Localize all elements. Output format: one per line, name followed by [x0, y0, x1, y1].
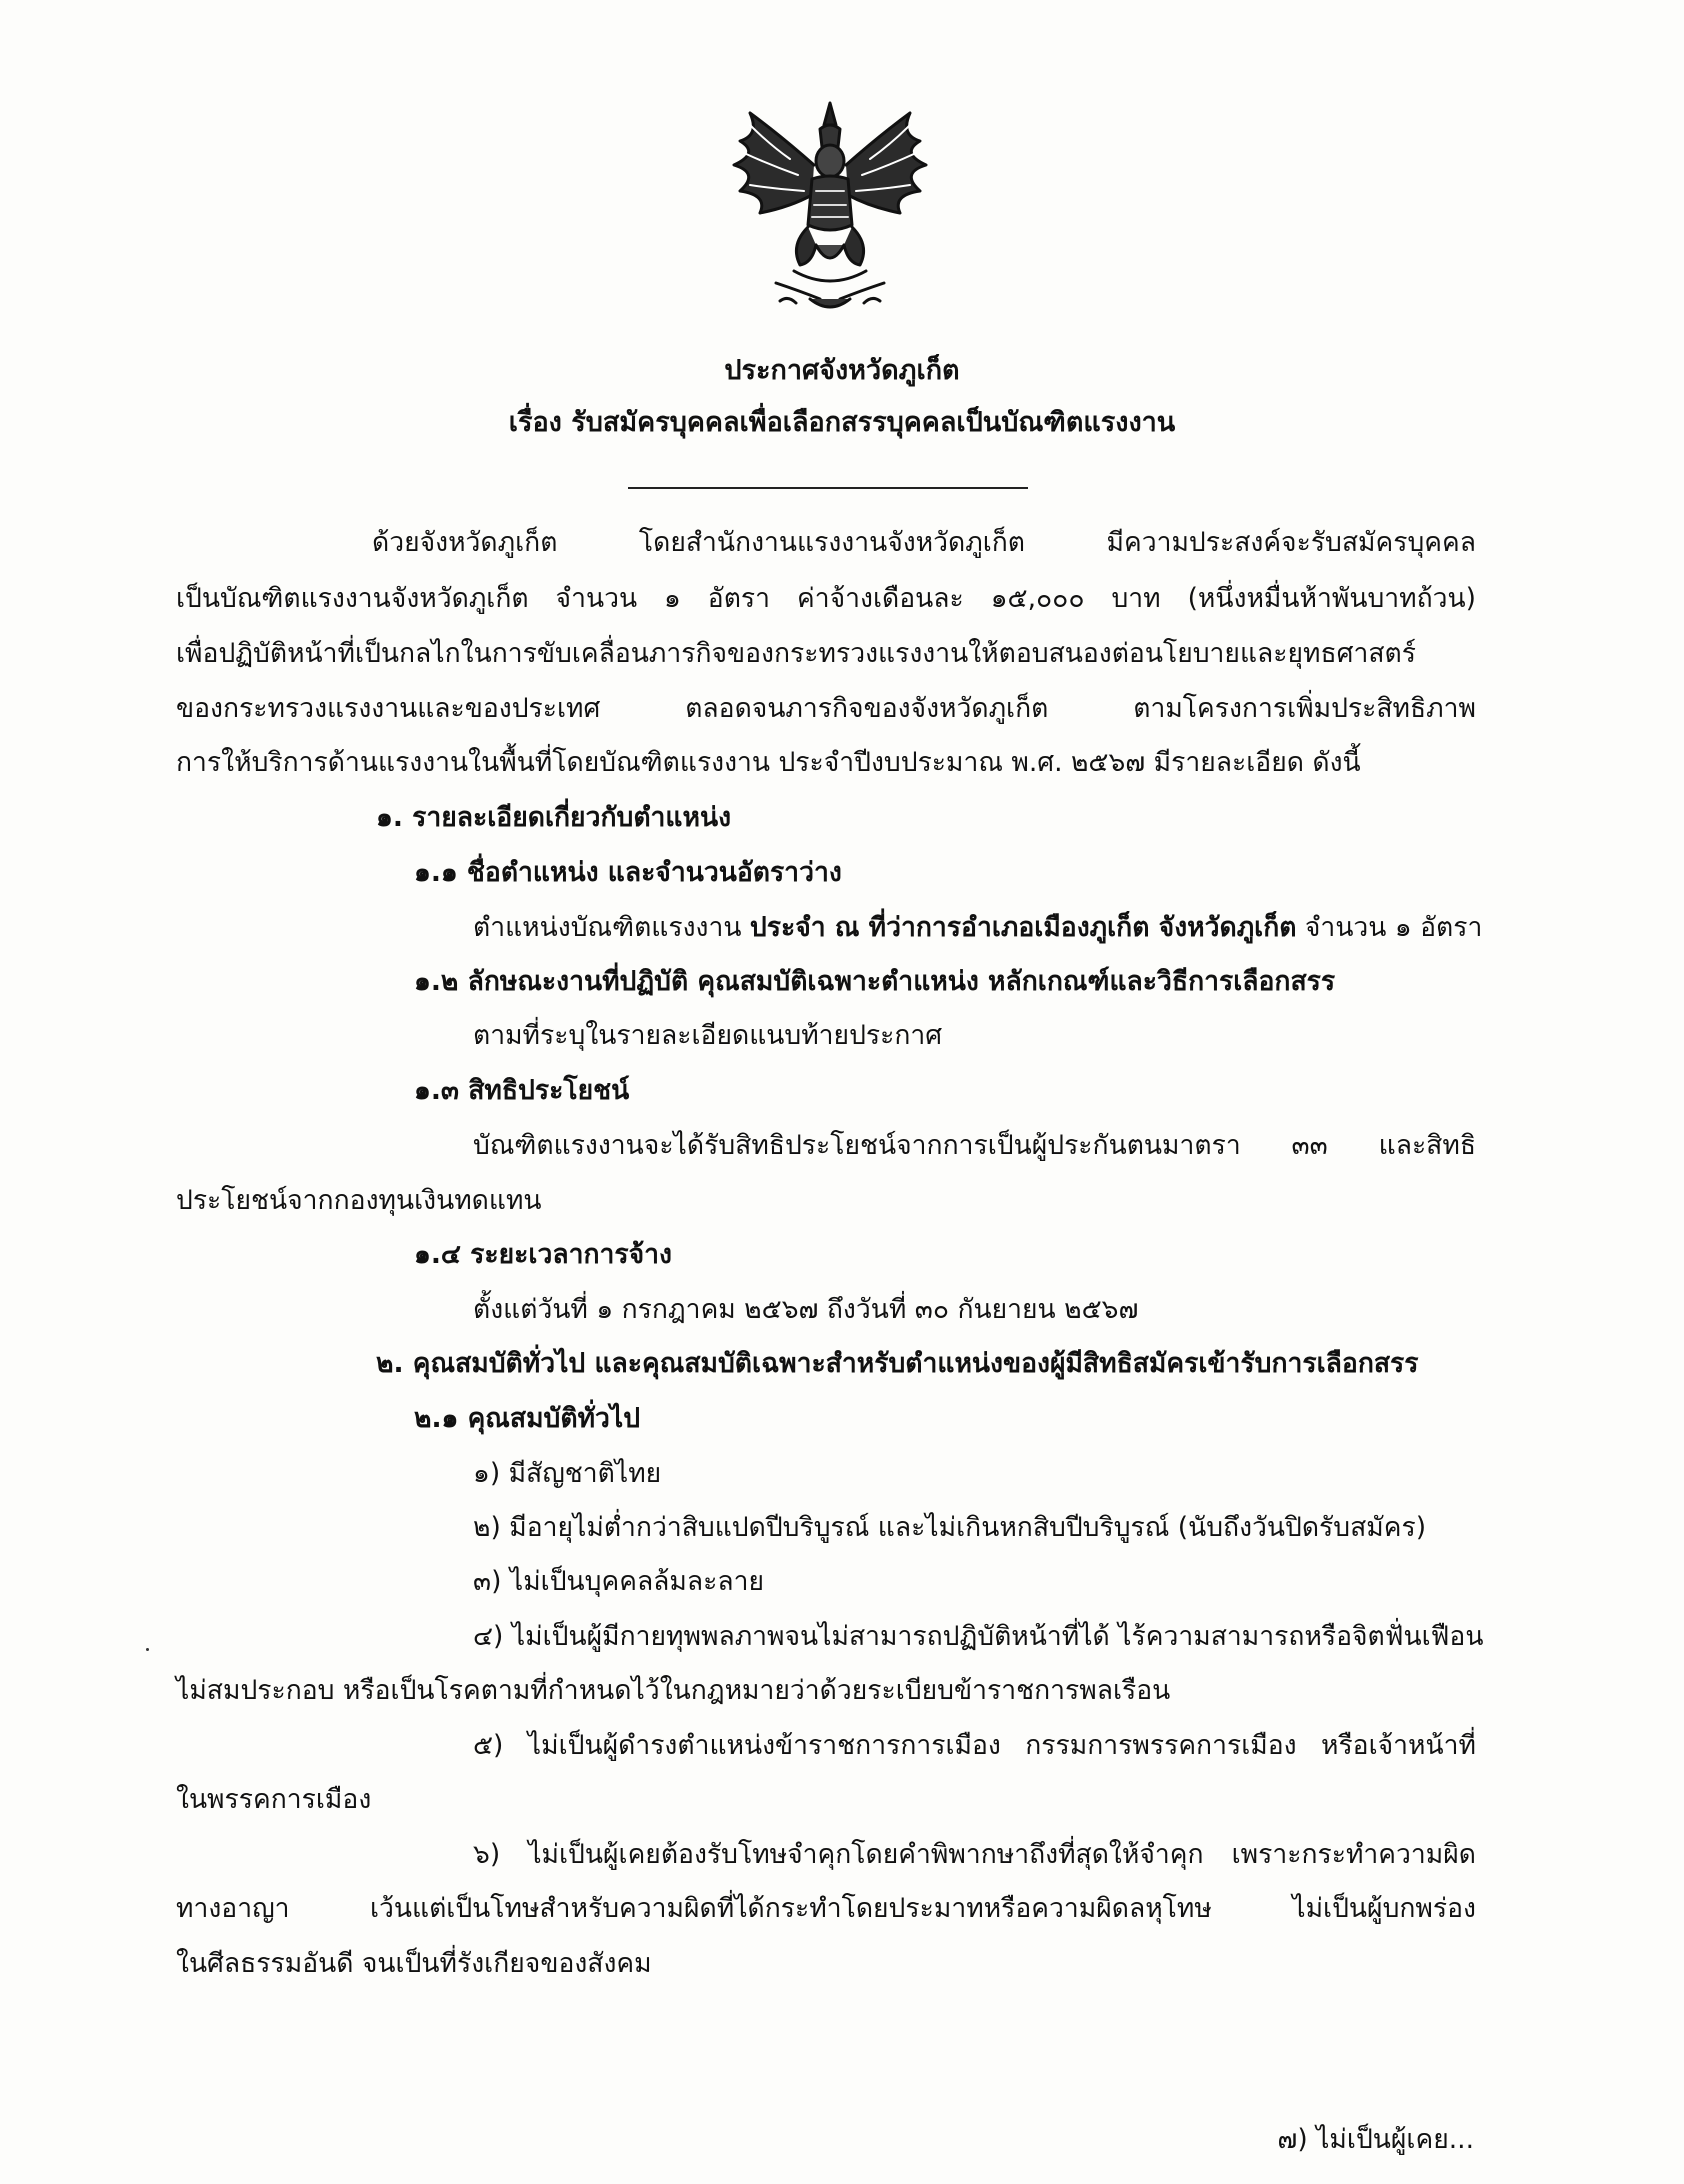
- list-item-5-line-2: ในพรรคการเมือง: [176, 1784, 372, 1815]
- intro-line-5: การให้บริการด้านแรงงานในพื้นที่โดยบัณฑิตแรงงาน ประจำปีงบประมาณ พ.ศ. ๒๕๖๗ มีรายละเอียด ดังนี้: [176, 747, 1361, 778]
- list-item-4-line-2: ไม่สมประกอบ หรือเป็นโรคตามที่กำหนดไว้ในกฎหมายว่าด้วยระเบียบข้าราชการพลเรือน: [176, 1675, 1171, 1706]
- section-1-1-text: ตำแหน่งบัณฑิตแรงงาน ประจำ ณ ที่ว่าการอำเภอเมืองภูเก็ต จังหวัดภูเก็ต จำนวน ๑ อัตรา: [473, 912, 1483, 943]
- list-item: ๑) มีสัญชาติไทย: [473, 1458, 662, 1489]
- section-1-2-heading: ๑.๒ ลักษณะงานที่ปฏิบัติ คุณสมบัติเฉพาะตำแหน่ง หลักเกณฑ์และวิธีการเลือกสรร: [414, 966, 1336, 997]
- list-item: ๒) มีอายุไม่ต่ำกว่าสิบแปดปีบริบูรณ์ และไม่เกินหกสิบปีบริบูรณ์ (นับถึงวันปิดรับสมัคร): [473, 1512, 1427, 1543]
- section-1-4-heading: ๑.๔ ระยะเวลาการจ้าง: [414, 1239, 672, 1270]
- list-item-6-line-1: ๖) ไม่เป็นผู้เคยต้องรับโทษจำคุกโดยคำพิพากษาถึงที่สุดให้จำคุก เพราะกระทำความผิด: [473, 1839, 1476, 1870]
- list-item: ๓) ไม่เป็นบุคคลล้มละลาย: [473, 1566, 765, 1597]
- garuda-emblem-icon: [720, 95, 940, 320]
- scan-speck: [146, 1648, 149, 1651]
- section-1-4-text: ตั้งแต่วันที่ ๑ กรกฎาคม ๒๕๖๗ ถึงวันที่ ๓๐ กันยายน ๒๕๖๗: [473, 1294, 1139, 1325]
- list-item-6-line-2: ทางอาญา เว้นแต่เป็นโทษสำหรับความผิดที่ได้กระทำโดยประมาทหรือความผิดลหุโทษ ไม่เป็นผู้บกพร่อง: [176, 1893, 1476, 1924]
- intro-line-1: ด้วยจังหวัดภูเก็ต โดยสำนักงานแรงงานจังหวัดภูเก็ต มีความประสงค์จะรับสมัครบุคคล: [372, 527, 1476, 558]
- section-1-3-text-1: บัณฑิตแรงงานจะได้รับสิทธิประโยชน์จากการเป็นผู้ประกันตนมาตรา ๓๓ และสิทธิ: [473, 1130, 1476, 1161]
- section-1-3-text-2: ประโยชน์จากกองทุนเงินทดแทน: [176, 1185, 542, 1216]
- intro-line-3: เพื่อปฏิบัติหน้าที่เป็นกลไกในการขับเคลื่อนภารกิจของกระทรวงแรงงานให้ตอบสนองต่อนโยบายและยุทธศาสตร์: [176, 638, 1416, 669]
- list-item-6-line-3: ในศีลธรรมอันดี จนเป็นที่รังเกียจของสังคม: [176, 1948, 652, 1979]
- list-item-4-line-1: ๔) ไม่เป็นผู้มีกายทุพพลภาพจนไม่สามารถปฏิบัติหน้าที่ได้ ไร้ความสามารถหรือจิตฟั่นเฟือน: [473, 1621, 1484, 1652]
- intro-line-2: เป็นบัณฑิตแรงงานจังหวัดภูเก็ต จำนวน ๑ อัตรา ค่าจ้างเดือนละ ๑๕,๐๐๐ บาท (หนึ่งหมื่นห้าพันบาทถ้วน): [176, 583, 1476, 614]
- section-1-2-text: ตามที่ระบุในรายละเอียดแนบท้ายประกาศ: [473, 1020, 943, 1051]
- section-1-heading: ๑. รายละเอียดเกี่ยวกับตำแหน่ง: [376, 802, 732, 833]
- document-title: ประกาศจังหวัดภูเก็ต: [724, 355, 960, 386]
- list-item-5-line-1: ๕) ไม่เป็นผู้ดำรงตำแหน่งข้าราชการการเมือง กรรมการพรรคการเมือง หรือเจ้าหน้าที่: [473, 1730, 1476, 1761]
- document-subject: เรื่อง รับสมัครบุคคลเพื่อเลือกสรรบุคคลเป็นบัณฑิตแรงงาน: [508, 407, 1176, 438]
- intro-line-4: ของกระทรวงแรงงานและของประเทศ ตลอดจนภารกิจของจังหวัดภูเก็ต ตามโครงการเพิ่มประสิทธิภาพ: [176, 693, 1476, 724]
- section-1-3-heading: ๑.๓ สิทธิประโยชน์: [414, 1075, 630, 1106]
- section-2-1-heading: ๒.๑ คุณสมบัติทั่วไป: [414, 1403, 641, 1434]
- section-2-heading: ๒. คุณสมบัติทั่วไป และคุณสมบัติเฉพาะสำหรับตำแหน่งของผู้มีสิทธิสมัครเข้ารับการเลือกสรร: [376, 1348, 1419, 1379]
- title-divider: [628, 487, 1028, 489]
- continuation-text: ๗) ไม่เป็นผู้เคย...: [1277, 2124, 1474, 2155]
- section-1-1-heading: ๑.๑ ชื่อตำแหน่ง และจำนวนอัตราว่าง: [414, 857, 842, 888]
